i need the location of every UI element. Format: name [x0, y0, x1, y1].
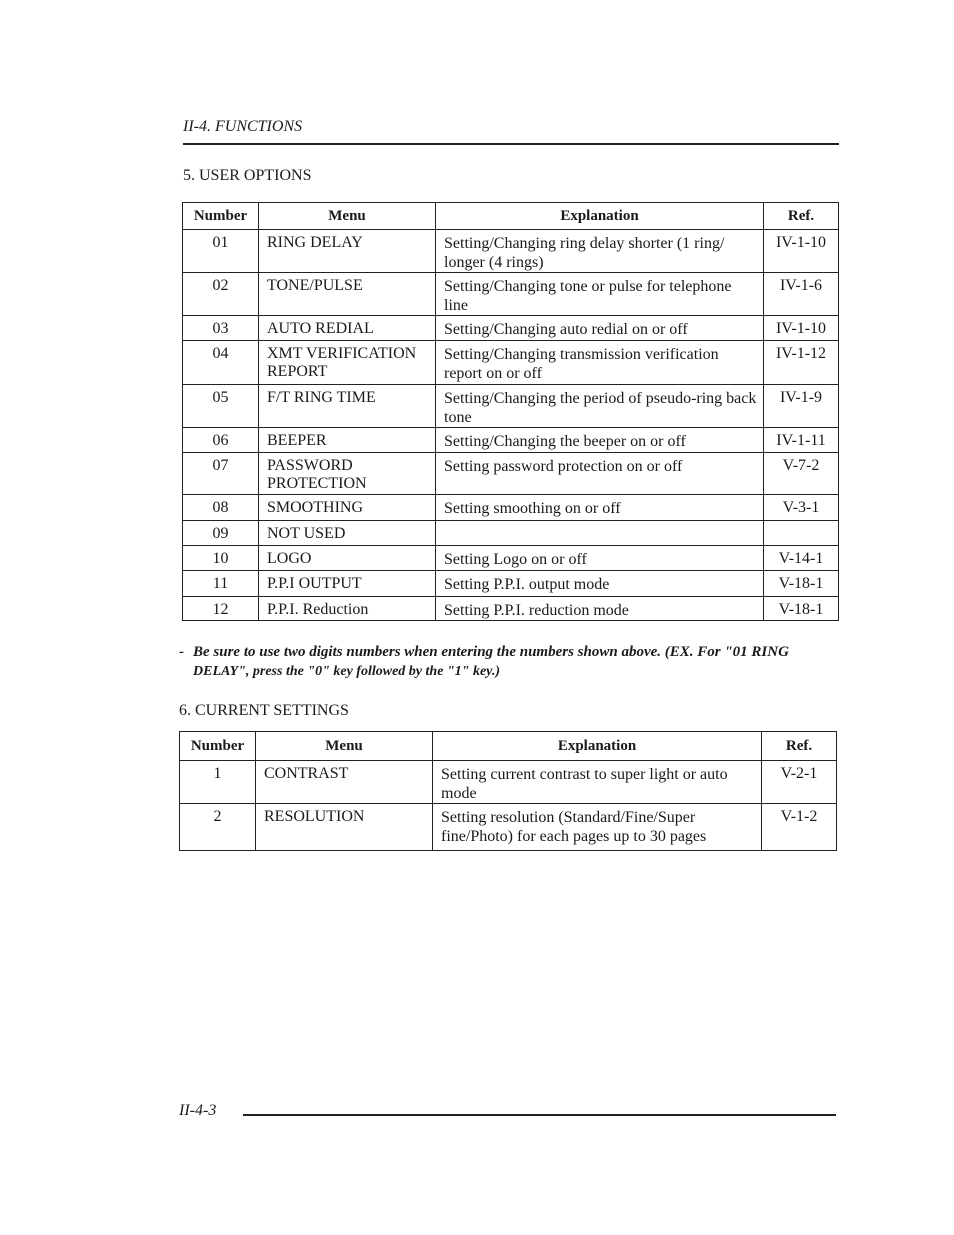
row-ref: V-3-1	[764, 495, 839, 521]
row-explanation: Setting/Changing ring delay shorter (1 ring/ longer (4 rings)	[436, 230, 764, 273]
table-row	[183, 316, 839, 341]
row-explanation: Setting/Changing the beeper on or off	[436, 428, 764, 453]
page-header-title: II-4. FUNCTIONS	[183, 118, 303, 135]
row-menu: LOGO	[259, 546, 436, 571]
row-number: 06	[183, 428, 259, 453]
row-number: 1	[180, 761, 256, 804]
row-number: 04	[183, 341, 259, 385]
table-row	[180, 804, 837, 851]
row-explanation: Setting current contrast to super light or auto mode	[433, 761, 762, 804]
row-number: 07	[183, 453, 259, 495]
row-menu: RESOLUTION	[256, 804, 433, 851]
row-ref: V-14-1	[764, 546, 839, 571]
row-ref: IV-1-10	[764, 230, 839, 273]
table-row	[183, 571, 839, 597]
row-menu: BEEPER	[259, 428, 436, 453]
current-settings-table	[179, 731, 837, 851]
row-menu: RING DELAY	[259, 230, 436, 273]
column-header: Number	[183, 203, 259, 230]
row-menu: P.P.I. Reduction	[259, 597, 436, 621]
row-explanation: Setting/Changing tone or pulse for telephone line	[436, 273, 764, 316]
table-row	[183, 428, 839, 453]
table-row	[183, 230, 839, 273]
table-row	[183, 453, 839, 495]
row-number: 08	[183, 495, 259, 521]
row-ref: IV-1-9	[764, 385, 839, 428]
column-header: Explanation	[433, 732, 762, 761]
section-title-current-settings: 6. CURRENT SETTINGS	[179, 702, 349, 719]
row-number: 12	[183, 597, 259, 621]
table-row	[183, 521, 839, 546]
row-ref: IV-1-11	[764, 428, 839, 453]
row-ref: IV-1-12	[764, 341, 839, 385]
row-explanation	[436, 521, 764, 546]
header-rule	[183, 143, 839, 145]
row-number: 03	[183, 316, 259, 341]
user-options-table	[182, 202, 839, 621]
row-menu: SMOOTHING	[259, 495, 436, 521]
row-explanation: Setting P.P.I. output mode	[436, 571, 764, 597]
row-ref: V-18-1	[764, 597, 839, 621]
row-ref: V-18-1	[764, 571, 839, 597]
note-line-2: DELAY", press the "0" key followed by the "1" key.)	[193, 664, 501, 679]
note-dash: -	[179, 644, 184, 660]
section-title-user-options: 5. USER OPTIONS	[183, 167, 312, 184]
row-number: 2	[180, 804, 256, 851]
row-explanation: Setting smoothing on or off	[436, 495, 764, 521]
row-number: 09	[183, 521, 259, 546]
row-number: 10	[183, 546, 259, 571]
row-number: 05	[183, 385, 259, 428]
row-menu: CONTRAST	[256, 761, 433, 804]
table-header-row	[180, 732, 837, 761]
row-ref: V-7-2	[764, 453, 839, 495]
column-header: Menu	[259, 203, 436, 230]
row-number: 11	[183, 571, 259, 597]
row-ref	[764, 521, 839, 546]
column-header: Menu	[256, 732, 433, 761]
row-number: 01	[183, 230, 259, 273]
table-row	[183, 273, 839, 316]
row-menu: NOT USED	[259, 521, 436, 546]
table-header-row	[183, 203, 839, 230]
row-menu: PASSWORD PROTECTION	[259, 453, 436, 495]
note-line-1: Be sure to use two digits numbers when entering the numbers shown above. (EX. For "01 RING	[193, 644, 789, 660]
row-explanation: Setting resolution (Standard/Fine/Super fine/Photo) for each pages up to 30 pages	[433, 804, 762, 851]
table-row	[180, 761, 837, 804]
row-ref: V-1-2	[762, 804, 837, 851]
row-menu: XMT VERIFICATION REPORT	[259, 341, 436, 385]
row-menu: F/T RING TIME	[259, 385, 436, 428]
table-row	[183, 495, 839, 521]
table-row	[183, 597, 839, 621]
footer-rule	[243, 1114, 836, 1116]
row-number: 02	[183, 273, 259, 316]
row-ref: V-2-1	[762, 761, 837, 804]
row-explanation: Setting password protection on or off	[436, 453, 764, 495]
table-row	[183, 385, 839, 428]
row-menu: P.P.I OUTPUT	[259, 571, 436, 597]
row-menu: AUTO REDIAL	[259, 316, 436, 341]
usage-note	[179, 642, 849, 682]
row-explanation: Setting P.P.I. reduction mode	[436, 597, 764, 621]
row-explanation: Setting/Changing transmission verification report on or off	[436, 341, 764, 385]
page-number: II-4-3	[179, 1102, 217, 1119]
table-row	[183, 546, 839, 571]
column-header: Number	[180, 732, 256, 761]
row-explanation: Setting/Changing auto redial on or off	[436, 316, 764, 341]
column-header: Ref.	[764, 203, 839, 230]
row-menu: TONE/PULSE	[259, 273, 436, 316]
column-header: Ref.	[762, 732, 837, 761]
column-header: Explanation	[436, 203, 764, 230]
row-explanation: Setting/Changing the period of pseudo-ring back tone	[436, 385, 764, 428]
row-ref: IV-1-10	[764, 316, 839, 341]
row-explanation: Setting Logo on or off	[436, 546, 764, 571]
row-ref: IV-1-6	[764, 273, 839, 316]
table-row	[183, 341, 839, 385]
